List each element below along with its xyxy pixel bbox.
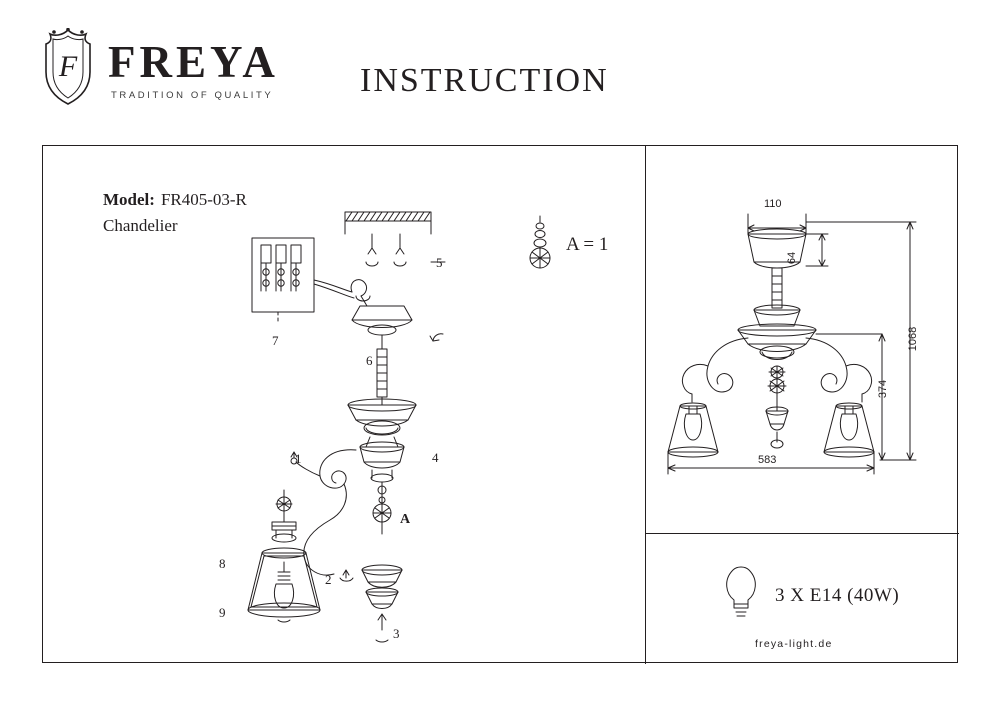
vertical-divider — [645, 146, 646, 664]
page-title: INSTRUCTION — [360, 62, 609, 99]
dim-label-canopy-height: 64 — [786, 251, 799, 265]
lamp-spec: 3 X E14 (40W) — [775, 585, 900, 606]
dim-label-canopy-width: 110 — [764, 198, 782, 210]
callout-4: 4 — [432, 450, 439, 465]
horizontal-divider — [645, 533, 959, 534]
callout-1: 1 — [295, 451, 302, 466]
callout-8: 8 — [219, 556, 226, 571]
brand-logo — [42, 28, 279, 106]
brand-name: FREYA — [108, 37, 279, 87]
callout-3: 3 — [393, 626, 400, 641]
crystal-marker-a: A — [400, 512, 411, 527]
callout-7: 7 — [272, 333, 279, 348]
dim-label-total-height: 1068 — [907, 326, 920, 352]
product-type: Chandelier — [103, 216, 178, 235]
brand-tagline: TRADITION OF QUALITY — [111, 90, 274, 101]
header — [0, 0, 1000, 140]
dim-label-body-height: 374 — [877, 379, 890, 399]
website-footer: freya-light.de — [755, 638, 833, 650]
callout-9: 9 — [219, 605, 226, 620]
callout-6: 6 — [366, 353, 373, 368]
model-line — [103, 190, 247, 210]
crest-icon — [42, 28, 94, 106]
callout-5: 5 — [436, 255, 443, 270]
crystal-count-label: A = 1 — [566, 234, 609, 255]
svg-text:F: F — [58, 50, 78, 83]
model-label: Model: — [103, 190, 155, 209]
model-value: FR405-03-R — [160, 190, 247, 209]
dim-label-overall-width: 583 — [758, 454, 777, 466]
callout-2: 2 — [325, 572, 332, 587]
